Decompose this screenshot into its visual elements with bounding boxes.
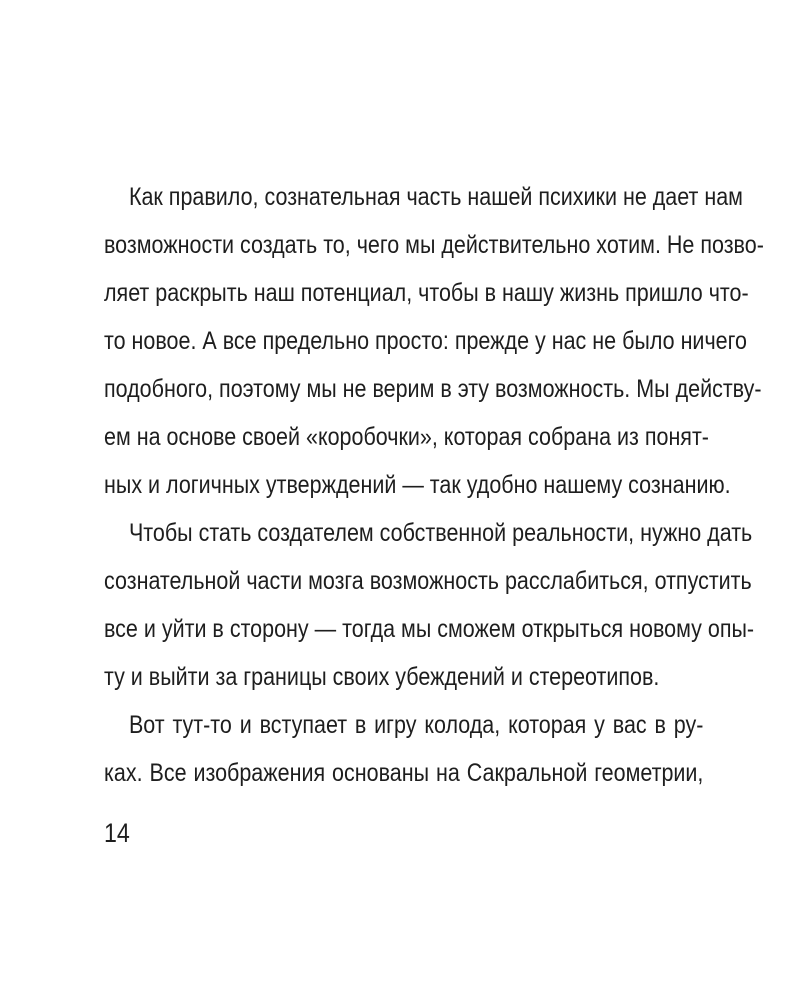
text-line: ляет раскрыть наш потенциал, чтобы в нашу жизнь пришло что- — [104, 279, 749, 307]
text-line: ных и логичных утверждений — так удобно нашему сознанию. — [104, 471, 731, 499]
text-line: Как правило, сознательная часть нашей психики не дает нам — [128, 183, 743, 211]
text-line: Вот тут-то и вступает в игру колода, которая у вас в ру- — [128, 711, 704, 739]
text-line: ту и выйти за границы своих убеждений и стереотипов. — [104, 663, 660, 691]
body-text — [104, 173, 764, 797]
text-line: ем на основе своей «коробочки», которая собрана из понят- — [104, 423, 709, 451]
text-line: ках. Все изображения основаны на Сакральной геометрии, — [104, 759, 704, 787]
text-line: возможности создать то, чего мы действительно хотим. Не позво- — [104, 231, 764, 259]
text-line: подобного, поэтому мы не верим в эту возможность. Мы действу- — [104, 375, 762, 403]
page-number: 14 — [104, 818, 130, 848]
text-line: все и уйти в сторону — тогда мы сможем открыться новому опы- — [104, 615, 755, 643]
text-line: сознательной части мозга возможность расслабиться, отпустить — [104, 567, 752, 595]
text-line: то новое. А все предельно просто: прежде у нас не было ничего — [104, 327, 747, 355]
text-line: Чтобы стать создателем собственной реальности, нужно дать — [128, 519, 753, 547]
